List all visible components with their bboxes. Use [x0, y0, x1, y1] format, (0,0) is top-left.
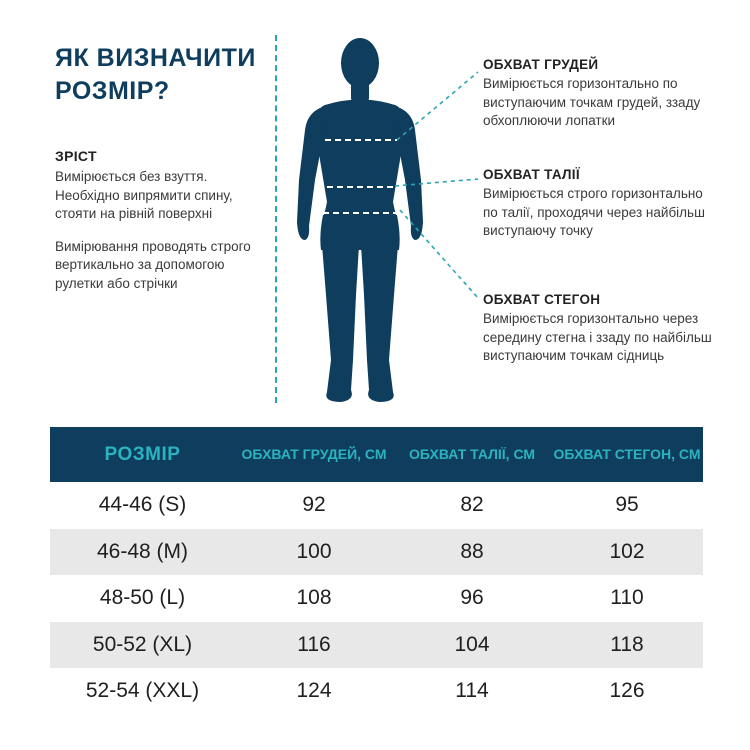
waist-section: [483, 167, 713, 241]
header-waist: ОБХВАТ ТАЛІЇ, СМ: [408, 446, 536, 462]
cell-size: 48-50 (L): [99, 586, 186, 610]
cell-waist: 114: [455, 679, 489, 703]
table-row: [50, 575, 703, 622]
cell-waist: 82: [460, 493, 484, 517]
height-text-1: Вимірюється без взуття. Необхідно випрямити спину, стояти на рівній поверхні: [55, 169, 233, 221]
cell-waist: 88: [460, 539, 484, 563]
header-hips: ОБХВАТ СТЕГОН, СМ: [553, 446, 701, 462]
table-row: [50, 668, 703, 715]
chest-heading: ОБХВАТ ГРУДЕЙ: [483, 57, 599, 72]
header-chest: ОБХВАТ ГРУДЕЙ, СМ: [241, 446, 387, 462]
cell-size: 52-54 (XXL): [85, 679, 200, 703]
body-silhouette-icon: [285, 30, 435, 405]
hips-section: [483, 292, 713, 366]
table-row: [50, 529, 703, 576]
cell-hips: 110: [610, 586, 644, 610]
cell-size: 46-48 (M): [96, 539, 189, 563]
cell-waist: 104: [454, 632, 490, 656]
size-table: [50, 427, 703, 715]
cell-size: 44-46 (S): [98, 493, 187, 517]
chest-section: [483, 57, 713, 131]
cell-chest: 116: [297, 632, 331, 656]
header-size: РОЗМІР: [104, 444, 181, 465]
cell-hips: 95: [615, 493, 639, 517]
cell-hips: 126: [609, 679, 645, 703]
cell-chest: 108: [296, 586, 332, 610]
cell-size: 50-52 (XL): [92, 632, 193, 656]
table-header-row: [50, 427, 703, 482]
height-text-2: Вимірювання проводять строго вертикально за допомогою рулетки або стрічки: [55, 238, 251, 291]
page-title: ЯК ВИЗНАЧИТИ РОЗМІР?: [55, 44, 256, 105]
height-heading: ЗРІСТ: [55, 148, 97, 164]
cell-chest: 124: [296, 679, 332, 703]
hips-heading: ОБХВАТ СТЕГОН: [483, 292, 601, 307]
height-section: [55, 148, 265, 293]
cell-hips: 102: [609, 539, 645, 563]
cell-waist: 96: [460, 586, 484, 610]
table-row: [50, 482, 703, 529]
chest-text: Вимірюється горизонтально по виступаючим точкам грудей, ззаду обхоплюючи лопатки: [483, 76, 701, 128]
waist-text: Вимірюється строго горизонтально по талії, проходячи через найбільш виступаючу точку: [483, 186, 705, 238]
cell-chest: 92: [302, 493, 326, 517]
table-row: [50, 622, 703, 669]
hips-text: Вимірюється горизонтально через середину стегна і ззаду по найбільш виступаючим точкам сідниць: [483, 311, 712, 363]
waist-heading: ОБХВАТ ТАЛІЇ: [483, 167, 580, 182]
cell-chest: 100: [296, 539, 332, 563]
cell-hips: 118: [610, 632, 644, 656]
height-measure-line: [275, 35, 277, 403]
